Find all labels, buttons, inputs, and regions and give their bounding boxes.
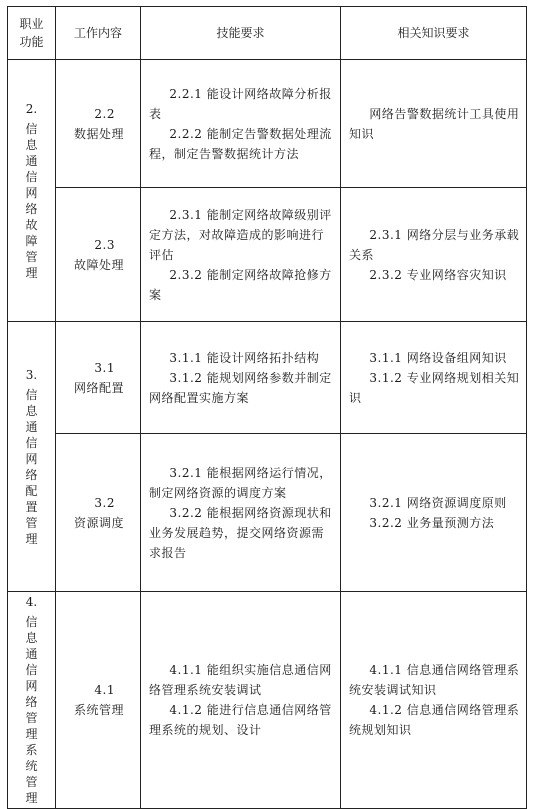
- table-row: [8, 592, 527, 809]
- skill-cell: [141, 60, 341, 188]
- skill-item: 2.2.2 能制定告警数据处理流程，制定告警数据统计方法: [149, 126, 332, 161]
- knowledge-item: 2.3.2 专业网络容灾知识: [369, 267, 507, 282]
- skill-item: 2.2.1 能设计网络故障分析报表: [149, 86, 332, 121]
- knowledge-item: 3.1.2 专业网络规划相关知识: [349, 370, 520, 405]
- knowledge-item: 4.1.1 信息通信网络管理系统安装调试知识: [349, 663, 520, 697]
- skill-item: 2.3.1 能制定网络故障级别评定方法，对故障造成的影响进行评估: [149, 207, 332, 262]
- skill-item: 2.3.2 能制定网络故障抢修方案: [149, 267, 332, 302]
- function-number: 2.: [25, 101, 38, 116]
- skill-cell: [141, 322, 341, 434]
- skill-item: 3.1.2 能规划网络参数并制定网络配置实施方案: [149, 370, 332, 405]
- table-row: [8, 60, 527, 188]
- knowledge-item: 3.2.1 网络资源调度原则: [369, 495, 507, 510]
- table-row: [8, 322, 527, 434]
- knowledge-cell: [341, 592, 527, 809]
- skill-item: 4.1.1 能组织实施信息通信网络管理系统安装调试: [149, 663, 332, 697]
- skill-item: 3.2.1 能根据网络运行情况，制定网络资源的调度方案: [149, 465, 332, 500]
- function-cell-4: [8, 592, 56, 809]
- knowledge-cell: [341, 322, 527, 434]
- work-content-text: 4.1 系统管理: [74, 683, 125, 717]
- function-name: 信息通信网络管理系统管理: [25, 615, 38, 805]
- knowledge-item: 3.2.2 业务量预测方法: [369, 515, 495, 530]
- table-row: [8, 434, 527, 592]
- skill-item: 3.2.2 能根据网络资源现状和业务发展趋势，提交网络资源需求报告: [149, 505, 332, 560]
- knowledge-item: 3.1.1 网络设备组网知识: [369, 350, 507, 365]
- header-occupational-function: 职业 功能: [8, 7, 56, 60]
- work-content-cell: [56, 592, 141, 809]
- work-content-text: 3.2 资源调度: [74, 495, 125, 530]
- skill-item: 4.1.2 能进行信息通信网络管理系统的规划、设计: [149, 703, 332, 737]
- work-content-cell: [56, 188, 141, 322]
- knowledge-cell: [341, 434, 527, 592]
- function-cell-3: [8, 322, 56, 592]
- work-content-text: 2.3 故障处理: [74, 237, 125, 272]
- work-content-cell: [56, 60, 141, 188]
- knowledge-item: 4.1.2 信息通信网络管理系统规划知识: [349, 703, 520, 737]
- header-knowledge-requirements: 相关知识要求: [341, 7, 527, 60]
- skills-table: [7, 6, 527, 809]
- header-skill-requirements: 技能要求: [141, 7, 341, 60]
- header-work-content: 工作内容: [56, 7, 141, 60]
- knowledge-cell: [341, 60, 527, 188]
- function-name: 信息通信网络故障管理: [25, 121, 38, 280]
- table-row: [8, 188, 527, 322]
- knowledge-item: 网络告警数据统计工具使用知识: [349, 106, 520, 141]
- skill-cell: [141, 188, 341, 322]
- skill-cell: [141, 592, 341, 809]
- work-content-text: 2.2 数据处理: [74, 106, 125, 141]
- knowledge-item: 2.3.1 网络分层与业务承载关系: [349, 227, 520, 262]
- skill-item: 3.1.1 能设计网络拓扑结构: [169, 350, 320, 365]
- function-cell-2: [8, 60, 56, 322]
- work-content-text: 3.1 网络配置: [74, 360, 125, 395]
- function-name: 信息通信网络配置管理: [25, 387, 38, 546]
- table-header-row: [8, 7, 527, 60]
- function-number: 4.: [25, 595, 38, 609]
- function-number: 3.: [25, 367, 38, 382]
- skill-cell: [141, 434, 341, 592]
- knowledge-cell: [341, 188, 527, 322]
- work-content-cell: [56, 322, 141, 434]
- work-content-cell: [56, 434, 141, 592]
